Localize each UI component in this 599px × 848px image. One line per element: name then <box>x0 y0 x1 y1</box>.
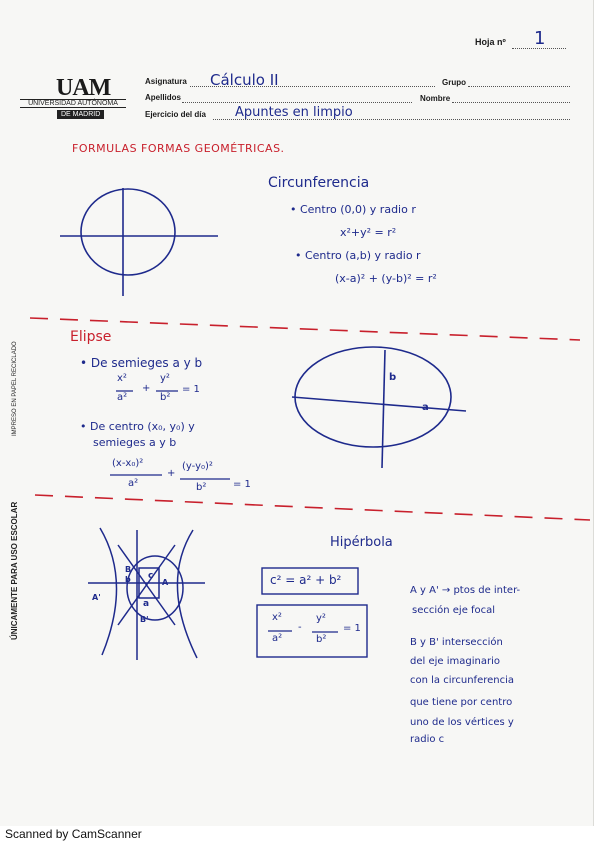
hyper-note2-l3: con la circunferencia <box>410 675 515 686</box>
circ-formula2: (x-a)² + (y-b)² = r² <box>335 272 437 285</box>
circ-heading: Circunferencia <box>268 175 370 191</box>
circ-line1: • Centro (0,0) y radio r <box>290 203 416 216</box>
ell-f2-num2: (y-y₀)² <box>182 461 213 472</box>
circ-formula1: x²+y² = r² <box>340 226 397 239</box>
hyper-circle <box>127 556 183 620</box>
ellipse-x-axis <box>292 397 466 411</box>
hyper-branch-left <box>100 528 117 655</box>
ejercicio-label: Ejercicio del día <box>145 110 206 119</box>
ellipse-label-b: b <box>389 372 397 383</box>
hyper-label-b: B <box>125 565 132 574</box>
hyper-formula1: c² = a² + b² <box>270 573 342 587</box>
ellipse-graph <box>292 347 466 468</box>
apellidos-label: Apellidos <box>145 93 182 102</box>
hyperbola-graph <box>88 528 205 660</box>
hyper-label-ap: A' <box>92 593 101 602</box>
hyp-f2-den2: b² <box>316 634 327 645</box>
ell-f1-num2: y² <box>160 373 170 384</box>
hyper-label-small-a: a <box>143 599 150 609</box>
hyper-label-a: A <box>162 578 169 587</box>
ellipse-shape <box>295 347 451 447</box>
margin-escolar: ÚNICAMENTE PARA USO ESCOLAR <box>10 501 19 640</box>
hyper-label-bp: B' <box>140 615 149 624</box>
ellipse-heading: Elipse <box>70 329 112 345</box>
ell-f2-plus: + <box>167 468 176 479</box>
ell-f1-plus: + <box>142 383 151 394</box>
hoja-label: Hoja nº <box>475 37 506 47</box>
hyper-note2-l1: B y B' intersección <box>410 637 503 648</box>
ell-f1-rhs: = 1 <box>182 384 200 395</box>
ell-f2-rhs: = 1 <box>233 479 251 490</box>
hyp-f2-den1: a² <box>272 633 283 644</box>
nombre-label: Nombre <box>420 94 451 103</box>
asignatura-label: Asignatura <box>145 77 187 86</box>
page-title: FORMULAS FORMAS GEOMÉTRICAS. <box>72 142 285 155</box>
hyper-note1-l1: A y A' → ptos de inter- <box>410 585 521 596</box>
ell-f1-den1: a² <box>117 392 128 403</box>
hyp-f2-num1: x² <box>272 612 282 623</box>
ell-f2-num1: (x-x₀)² <box>112 458 144 469</box>
ell-f1-num1: x² <box>117 373 127 384</box>
ellipse-line3: semieges a y b <box>93 436 177 449</box>
scanner-footer: Scanned by CamScanner <box>5 827 142 841</box>
hyp-f2-num2: y² <box>316 613 326 624</box>
ell-f1-den2: b² <box>160 392 171 403</box>
hyper-note2-l4: que tiene por centro <box>410 697 513 708</box>
hyp-f2-rhs: = 1 <box>343 623 361 634</box>
hyper-branch-right <box>177 530 197 658</box>
hyp-f2-minus: - <box>298 622 302 633</box>
logo-city: DE MADRID <box>57 110 104 119</box>
hoja-value: 1 <box>534 28 546 49</box>
separator-1 <box>30 318 580 340</box>
circ-line2: • Centro (a,b) y radio r <box>295 249 421 262</box>
ejercicio-value: Apuntes en limpio <box>235 105 353 120</box>
circle-shape <box>81 189 175 275</box>
ellipse-line2: • De centro (x₀, y₀) y <box>80 420 195 433</box>
grupo-label: Grupo <box>442 78 466 87</box>
margin-impreso: IMPRESO EN PAPEL RECICLADO <box>12 341 18 436</box>
ell-f2-den2: b² <box>196 482 207 493</box>
ell-f2-den1: a² <box>128 478 139 489</box>
hyper-heading: Hipérbola <box>330 535 393 550</box>
circle-graph <box>60 188 218 296</box>
hyper-note1-l2: sección eje focal <box>412 605 496 616</box>
logo-initials: UAM <box>56 75 111 101</box>
hyper-label-small-b: b <box>125 575 131 584</box>
separator-2 <box>35 495 590 520</box>
hyper-note2-l2: del eje imaginario <box>410 656 500 667</box>
hyper-note2-l6: radio c <box>410 734 445 745</box>
hyper-label-c: c <box>148 571 154 581</box>
ellipse-label-a: a <box>422 402 429 413</box>
logo-university: UNIVERSIDAD AUTÓNOMA <box>20 99 126 108</box>
ellipse-y-axis <box>382 350 385 468</box>
hyper-note2-l5: uno de los vértices y <box>410 717 514 728</box>
ellipse-line1: • De semieges a y b <box>80 356 203 370</box>
asignatura-value: Cálculo II <box>210 71 279 89</box>
